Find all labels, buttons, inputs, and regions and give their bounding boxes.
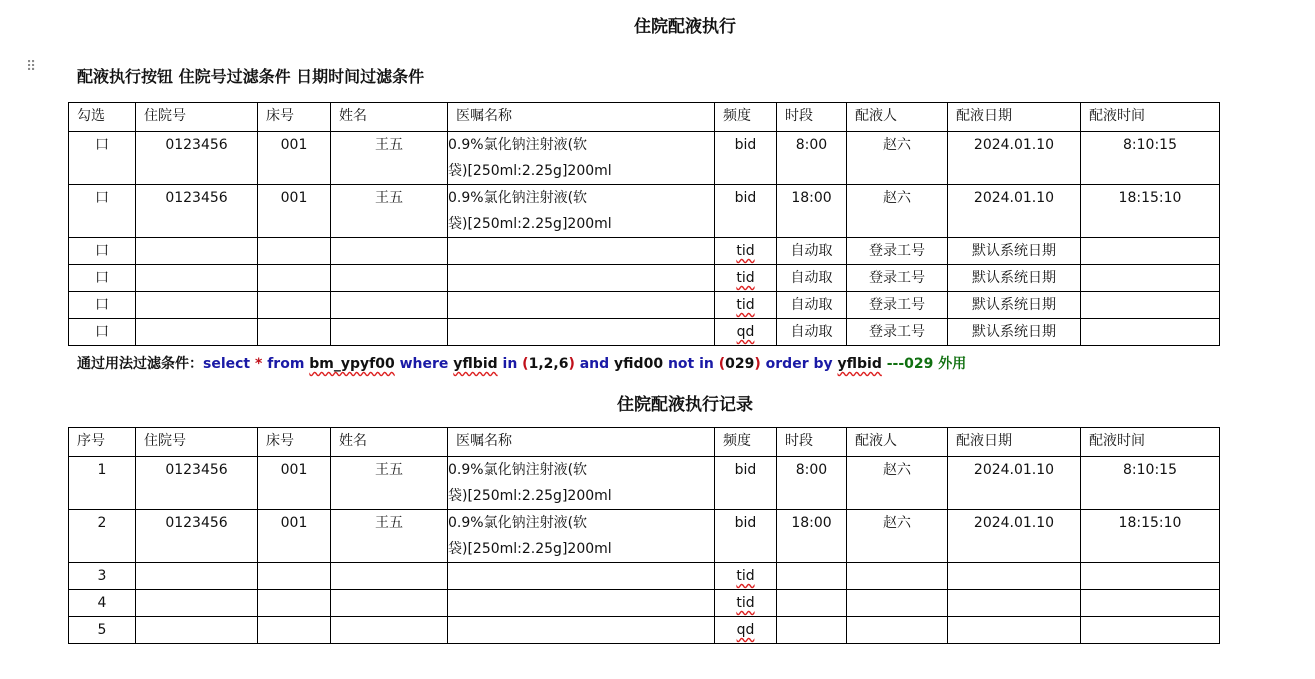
cell-date-text: 默认系统日期 [972, 297, 1056, 313]
cell-period [777, 185, 847, 238]
cell-period-text: 8:00 [795, 462, 828, 478]
table-row [69, 238, 1220, 265]
cell-date [948, 185, 1081, 238]
cell-bed [258, 132, 331, 185]
cell-order-name [448, 590, 715, 617]
header-staff: 配液人 [847, 428, 948, 457]
cell-period-text: 8:00 [795, 137, 828, 153]
cell-period [777, 238, 847, 265]
cell-seq [69, 510, 136, 563]
cell-bed-text: 001 [280, 515, 308, 531]
sql-star: * [255, 356, 263, 372]
cell-time-text: 8:10:15 [1123, 137, 1177, 153]
cell-seq [69, 563, 136, 590]
cell-frequency [715, 590, 777, 617]
sql-from: from [267, 356, 305, 372]
header-frequency: 频度 [715, 103, 777, 132]
exec-table [68, 102, 1220, 346]
row-select-checkbox-text[interactable]: 口 [95, 243, 109, 259]
cell-seq [69, 590, 136, 617]
cell-inpatient-no [136, 265, 258, 292]
cell-frequency [715, 319, 777, 346]
row-select-checkbox-text[interactable]: 口 [95, 297, 109, 313]
cell-date [948, 563, 1081, 590]
cell-frequency-text: bid [734, 462, 757, 478]
cell-seq [69, 617, 136, 644]
cell-staff-text: 登录工号 [869, 243, 925, 259]
cell-inpatient-no [136, 292, 258, 319]
sql-in: in [502, 356, 518, 372]
cell-frequency-text: tid [736, 595, 755, 611]
cell-seq-text: 5 [97, 622, 107, 638]
table-row [69, 590, 1220, 617]
table-row [69, 563, 1220, 590]
cell-period [777, 319, 847, 346]
table-row [69, 319, 1220, 346]
row-select-checkbox[interactable] [69, 292, 136, 319]
header-name: 姓名 [331, 103, 448, 132]
cell-period-text: 自动取 [790, 324, 833, 340]
cell-staff-text: 登录工号 [869, 324, 925, 340]
cell-inpatient-no [136, 132, 258, 185]
row-select-checkbox[interactable] [69, 319, 136, 346]
cell-frequency-text: qd [736, 622, 755, 638]
order-name-line: 0.9%氯化钠注射液(软 [448, 190, 588, 206]
header-name: 姓名 [331, 428, 448, 457]
sql-col2: yfid00 [614, 356, 664, 372]
cell-time [1081, 265, 1220, 292]
cell-bed [258, 238, 331, 265]
cell-date-text: 默认系统日期 [972, 243, 1056, 259]
cell-inpatient-no-text: 0123456 [165, 462, 228, 478]
row-select-checkbox-text[interactable]: 口 [95, 137, 109, 153]
cell-staff-text: 登录工号 [869, 270, 925, 286]
cell-seq-text: 4 [97, 595, 107, 611]
cell-period [777, 265, 847, 292]
cell-period-text: 18:00 [791, 515, 832, 531]
page-title: 住院配液执行 [634, 17, 736, 37]
cell-date [948, 292, 1081, 319]
header-frequency: 频度 [715, 428, 777, 457]
header-bed: 床号 [258, 103, 331, 132]
sql-comment: ---029 外用 [886, 356, 967, 372]
row-select-checkbox[interactable] [69, 185, 136, 238]
sql-not-in: not in [667, 356, 714, 372]
table-row [69, 185, 1220, 238]
header-time: 配液时间 [1081, 103, 1220, 132]
cell-date-text: 默认系统日期 [972, 270, 1056, 286]
cell-date [948, 265, 1081, 292]
cell-bed-text: 001 [280, 462, 308, 478]
order-name-line: 袋)[250ml:2.25g]200ml [448, 163, 612, 179]
cell-inpatient-no [136, 590, 258, 617]
cell-frequency-text: bid [734, 515, 757, 531]
order-name-line: 0.9%氯化钠注射液(软 [448, 515, 588, 531]
cell-date [948, 590, 1081, 617]
table-row [69, 265, 1220, 292]
sql-values: 1,2,6 [528, 356, 569, 372]
cell-period-text: 自动取 [790, 297, 833, 313]
cell-order-name [448, 292, 715, 319]
cell-date-text: 2024.01.10 [973, 190, 1055, 206]
cell-inpatient-no-text: 0123456 [165, 137, 228, 153]
cell-date [948, 238, 1081, 265]
cell-bed-text: 001 [280, 190, 308, 206]
cell-order-name [448, 185, 715, 238]
order-name-line: 袋)[250ml:2.25g]200ml [448, 488, 612, 504]
sql-col1: yflbid [453, 356, 498, 372]
cell-period [777, 590, 847, 617]
header-date: 配液日期 [948, 103, 1081, 132]
sql-lparen2: ( [718, 356, 726, 372]
cell-order-name [448, 617, 715, 644]
cell-frequency-text: tid [736, 568, 755, 584]
header-date: 配液日期 [948, 428, 1081, 457]
cell-order-name [448, 510, 715, 563]
sql-lparen1: ( [522, 356, 529, 372]
table-row [69, 457, 1220, 510]
cell-name [331, 510, 448, 563]
row-select-checkbox[interactable] [69, 265, 136, 292]
cell-staff [847, 457, 948, 510]
cell-seq-text: 2 [97, 515, 107, 531]
cell-period-text: 自动取 [790, 270, 833, 286]
cell-time [1081, 510, 1220, 563]
cell-name-text: 王五 [375, 515, 403, 531]
cell-inpatient-no [136, 563, 258, 590]
cell-frequency [715, 185, 777, 238]
cell-name [331, 185, 448, 238]
cell-staff [847, 132, 948, 185]
cell-inpatient-no [136, 319, 258, 346]
cell-staff-text: 赵六 [883, 190, 911, 206]
cell-name [331, 132, 448, 185]
cell-date-text: 默认系统日期 [972, 324, 1056, 340]
cell-name-text: 王五 [375, 462, 403, 478]
cell-frequency-text: qd [736, 324, 755, 340]
row-select-checkbox-text[interactable]: 口 [95, 270, 109, 286]
header-bed: 床号 [258, 428, 331, 457]
cell-bed [258, 292, 331, 319]
cell-name-text: 王五 [375, 137, 403, 153]
cell-staff [847, 590, 948, 617]
cell-period [777, 563, 847, 590]
cell-time [1081, 319, 1220, 346]
sql-order-by: order by [765, 356, 833, 372]
cell-seq [69, 457, 136, 510]
cell-frequency-text: bid [734, 190, 757, 206]
sql-col3: yflbid [837, 356, 882, 372]
cell-time [1081, 617, 1220, 644]
cell-seq-text: 3 [97, 568, 107, 584]
row-select-checkbox-text[interactable]: 口 [95, 190, 109, 206]
table-row [69, 292, 1220, 319]
cell-date [948, 132, 1081, 185]
cell-bed [258, 457, 331, 510]
records-header-row [69, 428, 1220, 457]
cell-name [331, 319, 448, 346]
sql-table: bm_ypyf00 [309, 356, 395, 372]
cell-staff [847, 292, 948, 319]
cell-date-text: 2024.01.10 [973, 137, 1055, 153]
order-name-line: 袋)[250ml:2.25g]200ml [448, 216, 612, 232]
cell-name [331, 590, 448, 617]
row-select-checkbox-text[interactable]: 口 [95, 324, 109, 340]
cell-frequency-text: tid [736, 243, 755, 259]
cell-time-text: 18:15:10 [1118, 190, 1182, 206]
section-heading: 配液执行按钮 住院号过滤条件 日期时间过滤条件 [77, 67, 425, 86]
cell-date-text: 2024.01.10 [973, 462, 1055, 478]
cell-bed [258, 510, 331, 563]
cell-staff-text: 登录工号 [869, 297, 925, 313]
cell-time [1081, 563, 1220, 590]
cell-period [777, 617, 847, 644]
cell-frequency [715, 238, 777, 265]
cell-staff [847, 238, 948, 265]
cell-period [777, 510, 847, 563]
cell-name [331, 265, 448, 292]
header-period: 时段 [777, 103, 847, 132]
cell-time-text: 18:15:10 [1118, 515, 1182, 531]
cell-order-name [448, 265, 715, 292]
header-inpatient-no: 住院号 [136, 428, 258, 457]
cell-time [1081, 132, 1220, 185]
cell-staff [847, 510, 948, 563]
cell-seq-text: 1 [97, 462, 107, 478]
cell-staff-text: 赵六 [883, 462, 911, 478]
row-select-checkbox[interactable] [69, 132, 136, 185]
cell-frequency [715, 265, 777, 292]
cell-time [1081, 185, 1220, 238]
exec-header-row [69, 103, 1220, 132]
cell-frequency [715, 457, 777, 510]
cell-order-name [448, 457, 715, 510]
cell-frequency [715, 132, 777, 185]
cell-inpatient-no [136, 185, 258, 238]
cell-name [331, 457, 448, 510]
cell-frequency-text: tid [736, 297, 755, 313]
cell-inpatient-no [136, 617, 258, 644]
records-table [68, 427, 1220, 644]
cell-date-text: 2024.01.10 [973, 515, 1055, 531]
cell-date [948, 510, 1081, 563]
cell-frequency [715, 292, 777, 319]
table-row [69, 617, 1220, 644]
cell-order-name [448, 238, 715, 265]
cell-time-text: 8:10:15 [1123, 462, 1177, 478]
drag-handle-icon[interactable]: ⠿ [26, 59, 38, 75]
sql-and: and [579, 356, 610, 372]
cell-name [331, 617, 448, 644]
cell-bed [258, 319, 331, 346]
cell-name [331, 292, 448, 319]
table-row [69, 510, 1220, 563]
sql-select: select [203, 356, 251, 372]
sql-val2: 029 [725, 356, 755, 372]
records-title: 住院配液执行记录 [617, 395, 753, 415]
cell-order-name [448, 132, 715, 185]
header-order-name: 医嘱名称 [448, 428, 715, 457]
header-order-name: 医嘱名称 [448, 103, 715, 132]
cell-staff [847, 265, 948, 292]
cell-bed [258, 185, 331, 238]
cell-inpatient-no [136, 457, 258, 510]
cell-frequency [715, 510, 777, 563]
table-row [69, 132, 1220, 185]
header-seq: 序号 [69, 428, 136, 457]
header-period: 时段 [777, 428, 847, 457]
cell-date [948, 617, 1081, 644]
cell-bed [258, 617, 331, 644]
cell-staff-text: 赵六 [883, 137, 911, 153]
cell-frequency [715, 617, 777, 644]
cell-order-name [448, 563, 715, 590]
row-select-checkbox[interactable] [69, 238, 136, 265]
cell-frequency-text: bid [734, 137, 757, 153]
cell-bed [258, 265, 331, 292]
cell-inpatient-no [136, 510, 258, 563]
cell-period-text: 18:00 [791, 190, 832, 206]
cell-period-text: 自动取 [790, 243, 833, 259]
header-time: 配液时间 [1081, 428, 1220, 457]
cell-period [777, 292, 847, 319]
filter-note-label: 通过用法过滤条件： [77, 356, 203, 372]
cell-bed [258, 563, 331, 590]
cell-staff [847, 617, 948, 644]
cell-staff [847, 563, 948, 590]
sql-rparen1: ) [568, 356, 575, 372]
cell-staff-text: 赵六 [883, 515, 911, 531]
cell-frequency [715, 563, 777, 590]
cell-order-name [448, 319, 715, 346]
order-name-line: 袋)[250ml:2.25g]200ml [448, 541, 612, 557]
header-staff: 配液人 [847, 103, 948, 132]
cell-period [777, 132, 847, 185]
cell-time [1081, 457, 1220, 510]
cell-inpatient-no-text: 0123456 [165, 515, 228, 531]
cell-time [1081, 238, 1220, 265]
header-select: 勾选 [69, 103, 136, 132]
cell-date [948, 457, 1081, 510]
order-name-line: 0.9%氯化钠注射液(软 [448, 462, 588, 478]
cell-period [777, 457, 847, 510]
header-inpatient-no: 住院号 [136, 103, 258, 132]
cell-frequency-text: tid [736, 270, 755, 286]
cell-date [948, 319, 1081, 346]
cell-name [331, 563, 448, 590]
order-name-line: 0.9%氯化钠注射液(软 [448, 137, 588, 153]
cell-inpatient-no-text: 0123456 [165, 190, 228, 206]
cell-name [331, 238, 448, 265]
cell-time [1081, 292, 1220, 319]
cell-staff [847, 185, 948, 238]
filter-note [77, 353, 966, 373]
cell-time [1081, 590, 1220, 617]
cell-staff [847, 319, 948, 346]
cell-inpatient-no [136, 238, 258, 265]
cell-name-text: 王五 [375, 190, 403, 206]
sql-where: where [399, 356, 449, 372]
cell-bed [258, 590, 331, 617]
cell-bed-text: 001 [280, 137, 308, 153]
sql-rparen2: ) [754, 356, 761, 372]
